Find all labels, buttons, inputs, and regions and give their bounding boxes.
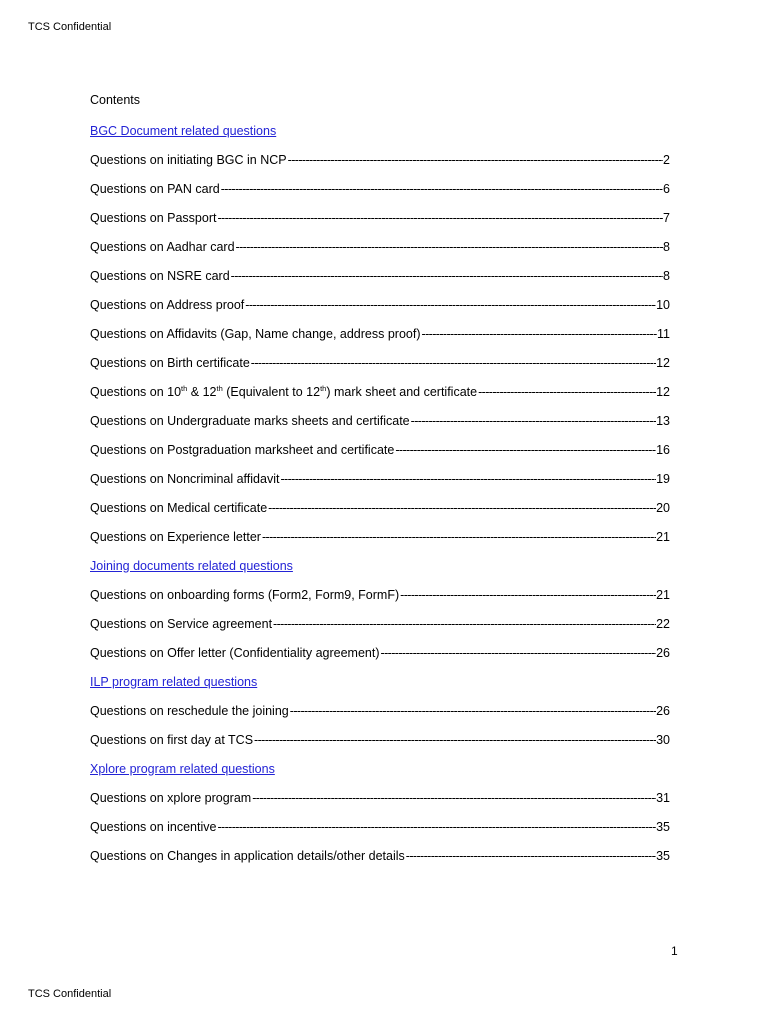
toc-entry[interactable] — [90, 406, 670, 435]
title-part: (Equivalent to 12 — [222, 384, 321, 399]
toc-page-number: 13 — [656, 413, 670, 428]
toc-page-number: 21 — [656, 587, 670, 602]
section-link[interactable]: Joining documents related questions — [90, 558, 293, 573]
toc-entry[interactable] — [90, 464, 670, 493]
toc-entry-row — [90, 182, 670, 196]
toc-section-link — [90, 551, 670, 580]
toc-entry[interactable] — [90, 522, 670, 551]
dot-leader — [216, 820, 656, 834]
toc-entry[interactable] — [90, 145, 670, 174]
toc-entry[interactable] — [90, 319, 670, 348]
dot-leader — [261, 530, 656, 544]
toc-entry[interactable] — [90, 638, 670, 667]
toc-page-number: 10 — [656, 297, 670, 312]
toc-entry-title: Questions on Experience letter — [90, 529, 261, 544]
dot-leader — [410, 414, 656, 428]
toc-page-number: 35 — [656, 848, 670, 863]
toc-entry[interactable] — [90, 174, 670, 203]
toc-entry-title: Questions on Aadhar card — [90, 239, 235, 254]
toc-section-link — [90, 754, 670, 783]
dot-leader — [272, 617, 656, 631]
dot-leader — [421, 327, 658, 341]
toc-entry-row — [90, 153, 670, 167]
toc-page-number: 22 — [656, 616, 670, 631]
toc-entry-title: Questions on Undergraduate marks sheets and certificate — [90, 413, 410, 428]
toc-entry-title: Questions on Offer letter (Confidentiality agreement) — [90, 645, 380, 660]
toc-page-number: 35 — [656, 819, 670, 834]
toc-entry-row — [90, 443, 670, 457]
section-link[interactable]: BGC Document related questions — [90, 123, 277, 138]
dot-leader — [477, 385, 656, 399]
toc-page-number: 2 — [663, 152, 670, 167]
toc-entry-row — [90, 820, 670, 834]
dot-leader — [380, 646, 657, 660]
title-part: ) mark sheet and certificate — [326, 384, 478, 399]
toc-entry-title: Questions on Passport — [90, 210, 217, 225]
dot-leader — [235, 240, 664, 254]
toc-entry-title: Questions on Changes in application details/other details — [90, 848, 405, 863]
toc-page-number: 20 — [656, 500, 670, 515]
superscript: th — [181, 383, 188, 393]
toc-entry-title: Questions on NSRE card — [90, 268, 230, 283]
dot-leader — [220, 182, 663, 196]
toc-entry-title: Questions on Noncriminal affidavit — [90, 471, 280, 486]
toc-entry[interactable] — [90, 261, 670, 290]
section-link[interactable]: ILP program related questions — [90, 674, 258, 689]
toc-section-link — [90, 116, 670, 145]
dot-leader — [267, 501, 656, 515]
toc-entry-title: Questions on first day at TCS — [90, 732, 254, 747]
toc-entry[interactable] — [90, 203, 670, 232]
toc-page-number: 12 — [656, 384, 670, 399]
dot-leader — [289, 704, 656, 718]
dot-leader — [230, 269, 663, 283]
dot-leader — [394, 443, 656, 457]
toc-entry[interactable] — [90, 493, 670, 522]
dot-leader — [253, 733, 656, 747]
toc-entry[interactable] — [90, 841, 670, 870]
toc-entry-title: Questions on Address proof — [90, 297, 245, 312]
toc-entry-row — [90, 298, 670, 312]
toc-entry-row — [90, 791, 670, 805]
toc-entry-title — [90, 385, 477, 399]
toc-entry-title: Questions on xplore program — [90, 790, 252, 805]
title-part: Questions on 10 — [90, 384, 182, 399]
title-part: & 12 — [187, 384, 217, 399]
toc-entry[interactable] — [90, 348, 670, 377]
toc-section-link — [90, 667, 670, 696]
toc-entry-row — [90, 588, 670, 602]
toc-page-number: 6 — [663, 181, 670, 196]
toc-entry-row — [90, 240, 670, 254]
toc-entry-row — [90, 617, 670, 631]
toc-entry-title: Questions on PAN card — [90, 181, 220, 196]
superscript: th — [216, 383, 223, 393]
contents-heading: Contents — [90, 93, 141, 107]
toc-entry-title: Questions on initiating BGC in NCP — [90, 152, 287, 167]
superscript: th — [320, 383, 327, 393]
toc-entry[interactable] — [90, 377, 670, 406]
toc-entry-row — [90, 501, 670, 515]
toc-page-number: 8 — [663, 239, 670, 254]
toc-entry-row — [90, 646, 670, 660]
dot-leader — [399, 588, 656, 602]
toc-entry[interactable] — [90, 696, 670, 725]
toc-entry[interactable] — [90, 290, 670, 319]
toc-page-number: 21 — [656, 529, 670, 544]
toc-entry-row — [90, 472, 670, 486]
page-number: 1 — [671, 944, 678, 958]
toc-entry-title: Questions on Birth certificate — [90, 355, 250, 370]
toc-entry[interactable] — [90, 580, 670, 609]
toc-entry[interactable] — [90, 609, 670, 638]
toc-page-number: 26 — [656, 703, 670, 718]
toc-entry[interactable] — [90, 812, 670, 841]
toc-entry-row — [90, 356, 670, 370]
toc-entry-row — [90, 414, 670, 428]
toc-entry-row — [90, 327, 670, 341]
toc-page-number: 19 — [656, 471, 670, 486]
toc-entry-title: Questions on Postgraduation marksheet and certificate — [90, 442, 395, 457]
toc-entry-title: Questions on Affidavits (Gap, Name change, address proof) — [90, 326, 421, 341]
toc-entry[interactable] — [90, 232, 670, 261]
footer-confidential-label: TCS Confidential — [28, 988, 112, 1000]
toc-page-number: 16 — [656, 442, 670, 457]
toc-page-number: 8 — [663, 268, 670, 283]
dot-leader — [251, 791, 656, 805]
dot-leader — [244, 298, 656, 312]
toc-page-number: 26 — [656, 645, 670, 660]
toc-entry[interactable] — [90, 435, 670, 464]
toc-entry-row — [90, 269, 670, 283]
header-confidential-label: TCS Confidential — [28, 21, 112, 33]
toc-page-number: 7 — [663, 210, 670, 225]
toc-entry[interactable] — [90, 725, 670, 754]
section-link[interactable]: Xplore program related questions — [90, 761, 275, 776]
dot-leader — [250, 356, 656, 370]
dot-leader — [216, 211, 663, 225]
toc-entry-row — [90, 849, 670, 863]
toc-entry-title: Questions on incentive — [90, 819, 217, 834]
table-of-contents — [90, 116, 670, 870]
toc-entry-title: Questions on Medical certificate — [90, 500, 268, 515]
toc-entry-row — [90, 704, 670, 718]
toc-entry-row — [90, 530, 670, 544]
toc-entry-row — [90, 385, 670, 399]
toc-page-number: 31 — [656, 790, 670, 805]
dot-leader — [405, 849, 656, 863]
toc-entry-title: Questions on Service agreement — [90, 616, 273, 631]
toc-entry-row — [90, 733, 670, 747]
dot-leader — [279, 472, 656, 486]
dot-leader — [287, 153, 663, 167]
toc-entry[interactable] — [90, 783, 670, 812]
toc-page-number: 12 — [656, 355, 670, 370]
toc-entry-row — [90, 211, 670, 225]
toc-entry-title: Questions on reschedule the joining — [90, 703, 289, 718]
toc-entry-title: Questions on onboarding forms (Form2, Form9, FormF) — [90, 587, 400, 602]
toc-page-number: 30 — [656, 732, 670, 747]
toc-page-number: 11 — [657, 326, 670, 341]
